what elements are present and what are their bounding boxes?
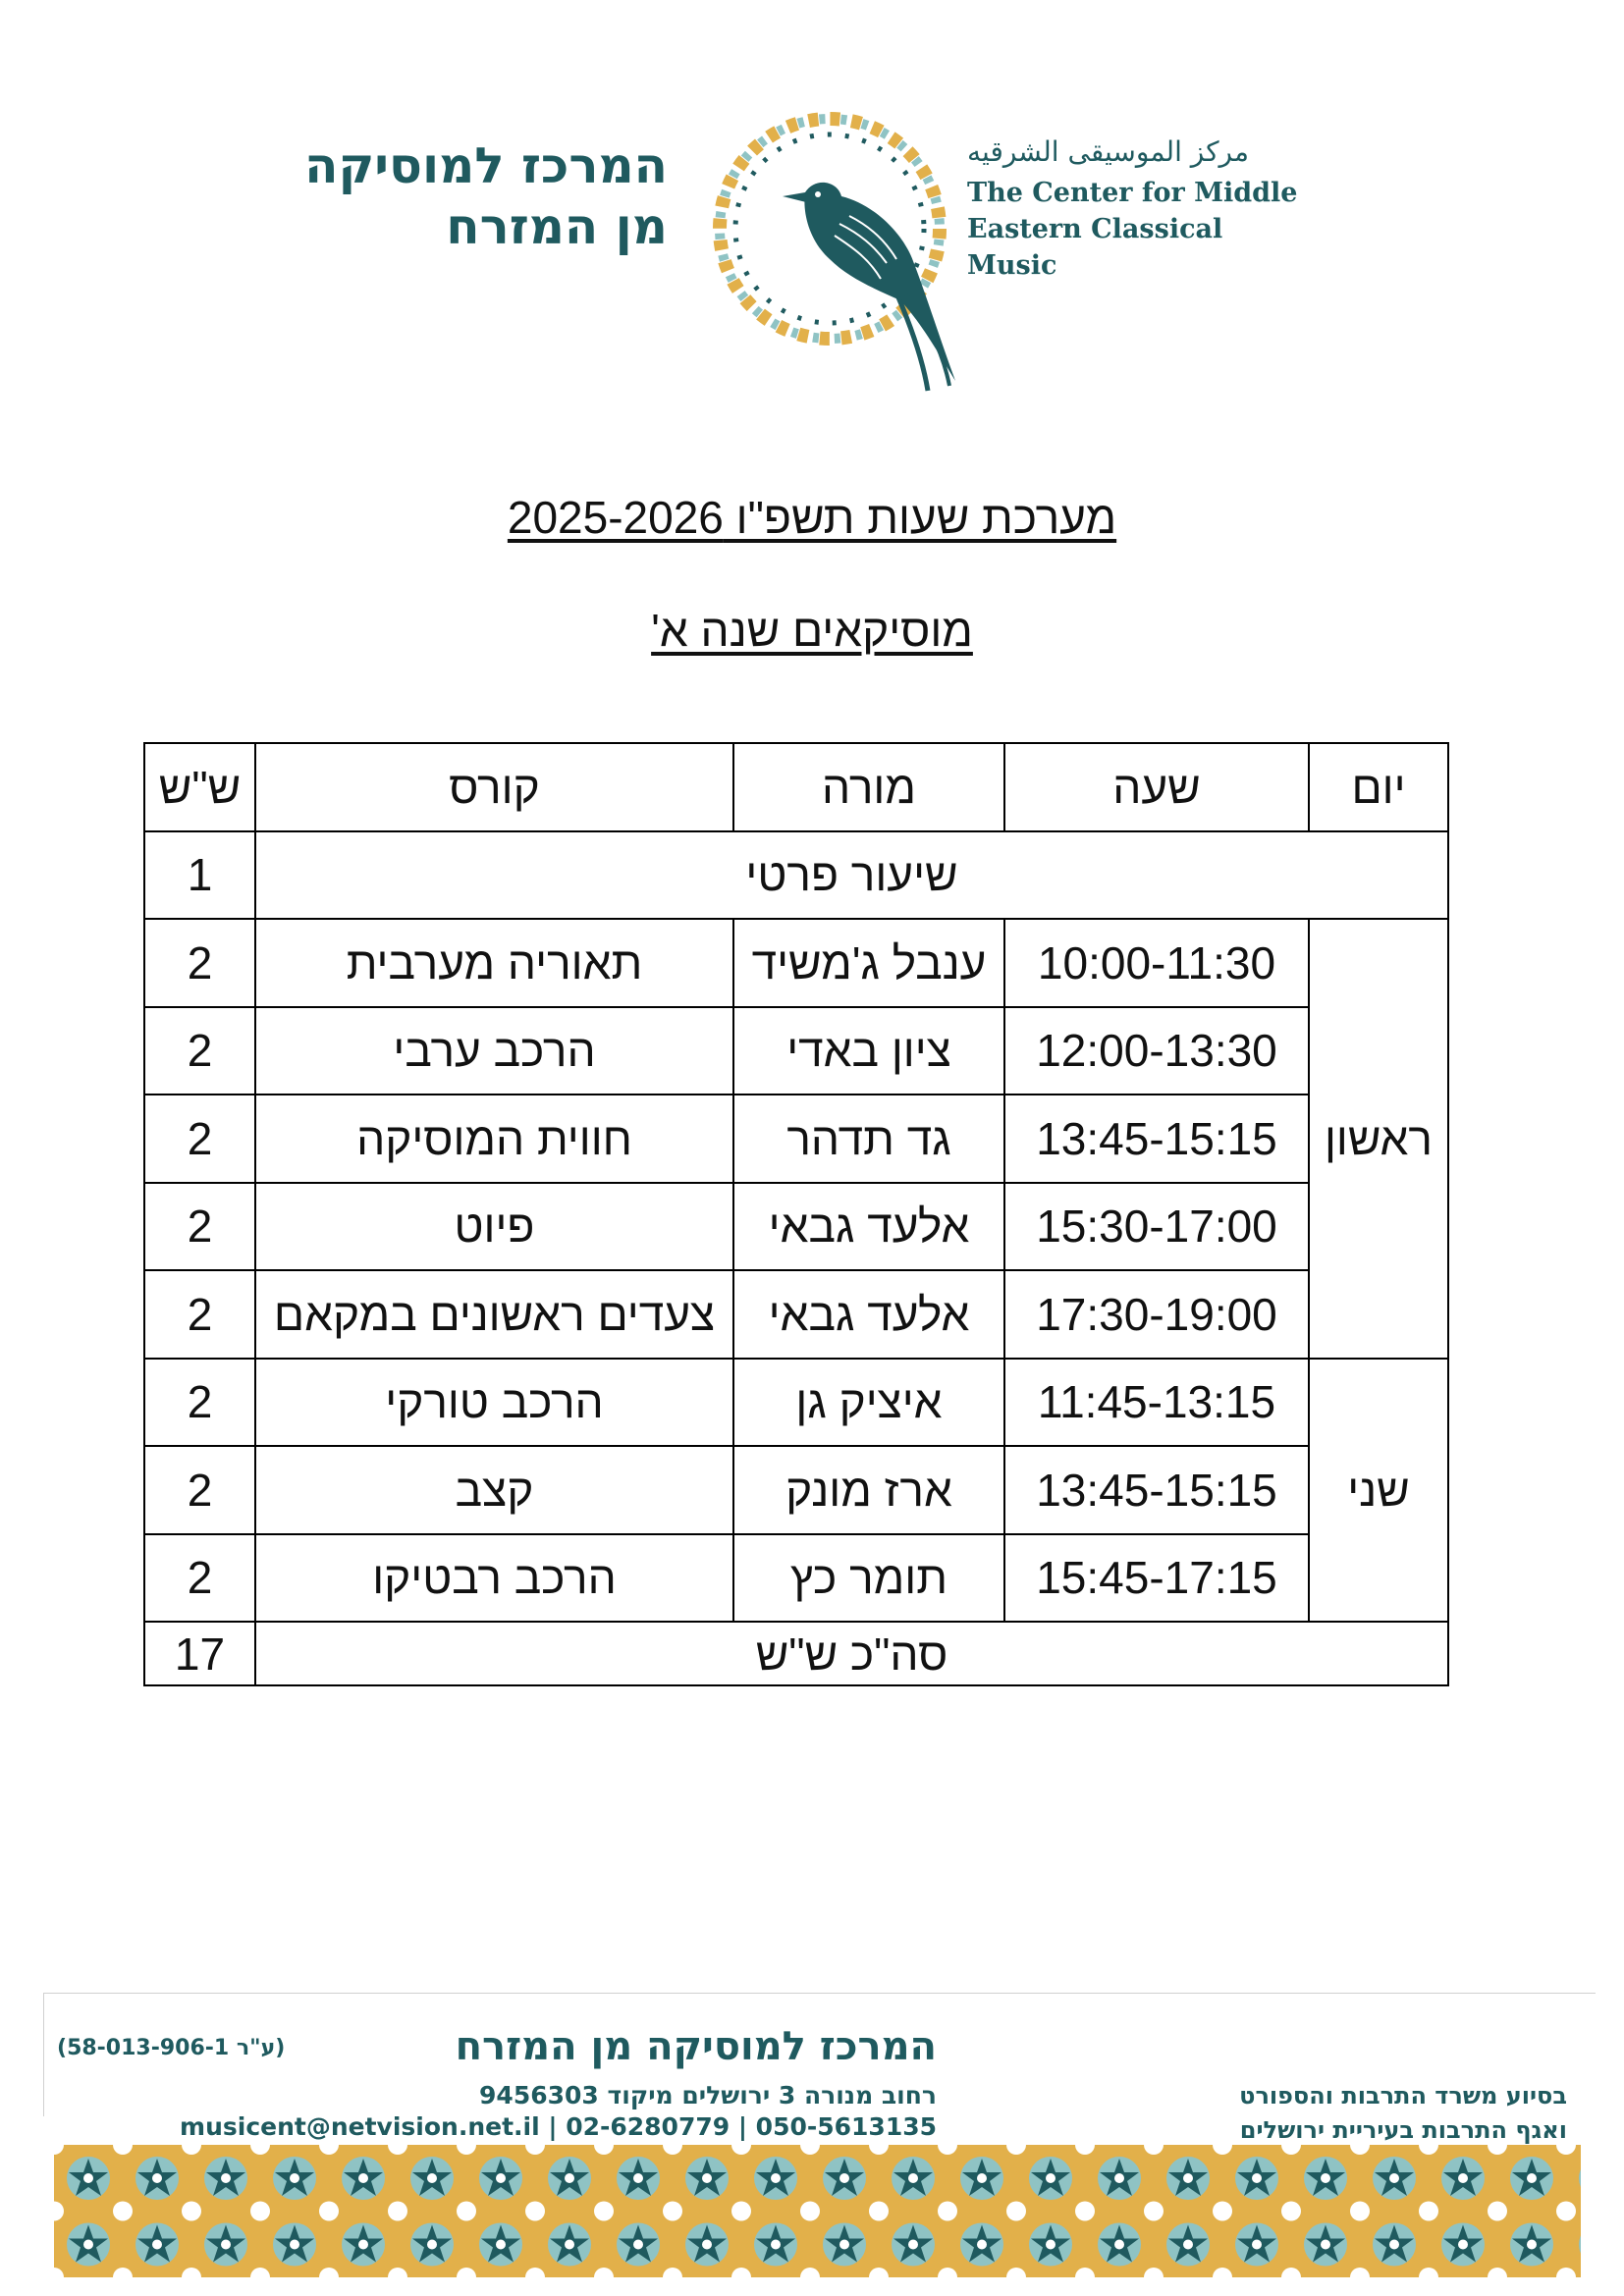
teacher-cell: תומר כץ	[733, 1534, 1004, 1623]
time-cell: 12:00-13:30	[1004, 1007, 1309, 1095]
course-cell: פיוט	[255, 1183, 733, 1271]
time-cell: 15:45-17:15	[1004, 1534, 1309, 1623]
hours-cell: 2	[144, 1270, 255, 1359]
private-lesson-row	[144, 831, 1448, 920]
teacher-cell: ארז מונק	[733, 1446, 1004, 1534]
course-cell: צעדים ראשונים במקאם	[255, 1270, 733, 1359]
hours-cell: 2	[144, 1534, 255, 1623]
header-hours: ש"ש	[144, 743, 255, 831]
bird-emblem-logo	[692, 86, 1006, 400]
decorative-pattern-border	[54, 2145, 1581, 2277]
total-row	[144, 1622, 1448, 1685]
hours-cell: 2	[144, 919, 255, 1007]
hours-cell: 2	[144, 1359, 255, 1447]
course-cell: הרכב ערבי	[255, 1007, 733, 1095]
table-row	[144, 1270, 1448, 1359]
schedule-subtitle: מוסיקאים שנה א'	[651, 605, 973, 656]
teacher-cell: איציק גן	[733, 1359, 1004, 1447]
center-name-hebrew: המרכז למוסיקה מן המזרח	[304, 137, 668, 255]
hours-cell: 2	[144, 1183, 255, 1271]
time-cell: 11:45-13:15	[1004, 1359, 1309, 1447]
course-cell: קצב	[255, 1446, 733, 1534]
teacher-cell: אלעד גבאי	[733, 1270, 1004, 1359]
teacher-cell: ענבל ג'משיד	[733, 919, 1004, 1007]
header-course: קורס	[255, 743, 733, 831]
table-header-row	[144, 743, 1448, 831]
teacher-cell: ציון באדי	[733, 1007, 1004, 1095]
private-lesson-label: שיעור פרטי	[255, 831, 1448, 920]
table-row	[144, 1007, 1448, 1095]
footer-support-line1: בסיוע משרד התרבות והספורט	[1239, 2082, 1567, 2109]
header-day: יום	[1309, 743, 1448, 831]
footer-support-line2: ואגף התרבות בעיריית ירושלים	[1239, 2116, 1567, 2144]
time-cell: 15:30-17:00	[1004, 1183, 1309, 1271]
header-time: שעה	[1004, 743, 1309, 831]
header-teacher: מורה	[733, 743, 1004, 831]
center-name-english-line2: Eastern Classical Music	[967, 214, 1223, 281]
course-cell: הרכב רבטיקו	[255, 1534, 733, 1623]
time-cell: 13:45-15:15	[1004, 1095, 1309, 1183]
table-row	[144, 919, 1448, 1007]
center-name-english-line1: The Center for Middle	[967, 178, 1298, 208]
footer-center-name: המרכז למוסיקה מן המזרח	[455, 2024, 937, 2069]
table-row	[144, 1183, 1448, 1271]
center-name-arabic: مركز الموسيقى الشرقيه	[967, 135, 1249, 168]
schedule-title: מערכת שעות תשפ"ו 2025-2026	[507, 492, 1117, 543]
time-cell: 17:30-19:00	[1004, 1270, 1309, 1359]
footer-contact: musicent@netvision.net.il | 02-6280779 | 050-5613135	[180, 2112, 937, 2141]
private-lesson-hours: 1	[144, 831, 255, 920]
course-cell: חווית המוסיקה	[255, 1095, 733, 1183]
day-cell-monday: שני	[1309, 1359, 1448, 1623]
time-cell: 13:45-15:15	[1004, 1446, 1309, 1534]
table-row	[144, 1534, 1448, 1623]
footer-address: רחוב מנורה 3 ירושלים מיקוד 9456303	[479, 2081, 937, 2109]
course-cell: תאוריה מערבית	[255, 919, 733, 1007]
teacher-cell: אלעד גבאי	[733, 1183, 1004, 1271]
teacher-cell: גד תדהר	[733, 1095, 1004, 1183]
footer-registration: (ע"ר 58-013-906-1)	[57, 2036, 286, 2060]
day-cell-sunday: ראשון	[1309, 919, 1448, 1359]
table-row	[144, 1446, 1448, 1534]
total-label: סה"כ ש"ש	[255, 1622, 1448, 1685]
footer-support-text	[1119, 2079, 1567, 2148]
time-cell: 10:00-11:30	[1004, 919, 1309, 1007]
hours-cell: 2	[144, 1095, 255, 1183]
table-row	[144, 1095, 1448, 1183]
hours-cell: 2	[144, 1446, 255, 1534]
hours-cell: 2	[144, 1007, 255, 1095]
total-hours: 17	[144, 1622, 255, 1685]
schedule-table	[143, 742, 1449, 1686]
table-row	[144, 1359, 1448, 1447]
course-cell: הרכב טורקי	[255, 1359, 733, 1447]
center-name-block	[967, 135, 1321, 284]
